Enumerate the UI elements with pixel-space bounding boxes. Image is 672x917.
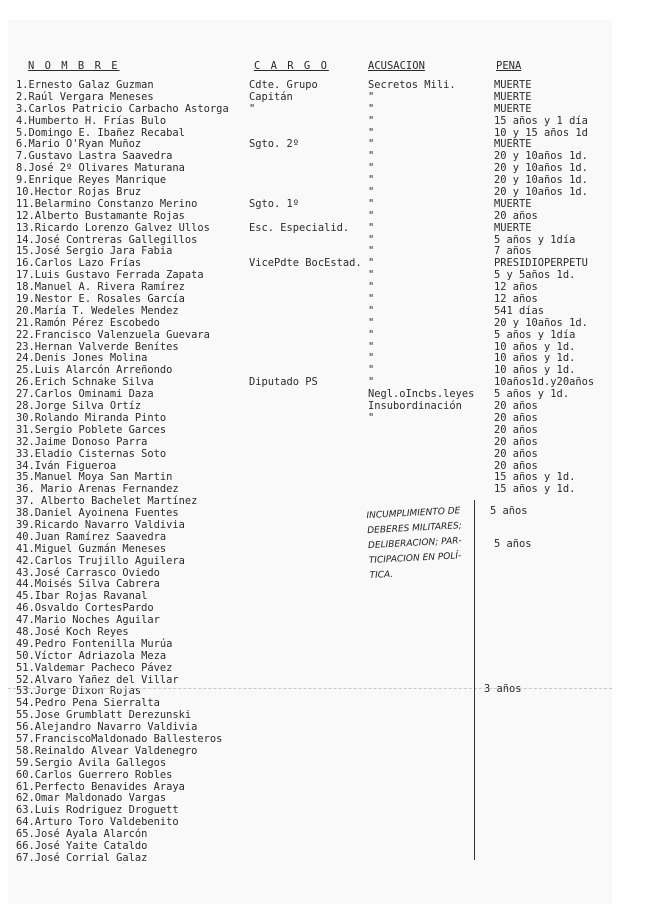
defendant-name: 32.Jaime Donoso Parra [16, 435, 148, 448]
defendant-name: 57.FranciscoMaldonado Ballesteros [16, 732, 223, 745]
defendant-name: 56.Alejandro Navarro Valdivia [16, 721, 198, 734]
defendant-name: 2.Raúl Vergara Meneses [16, 90, 154, 103]
header-acusacion: ACUSACION [368, 60, 425, 72]
defendant-name: 27.Carlos Ominami Daza [16, 388, 154, 401]
defendant-row [16, 663, 666, 675]
defendant-acusacion: " [368, 162, 375, 175]
defendant-name: 5.Domingo E. Ibañez Recabal [16, 126, 185, 139]
defendant-cargo: Diputado PS [249, 376, 318, 389]
defendant-acusacion: Negl.oIncbs.leyes [368, 388, 475, 401]
defendant-acusacion: " [368, 126, 375, 139]
defendant-name: 1.Ernesto Galaz Guzman [16, 79, 154, 91]
defendant-pena: 10 años y 1d. [494, 352, 576, 365]
defendant-acusacion: Insubordinación [368, 400, 462, 413]
defendant-acusacion: " [368, 197, 375, 210]
defendant-row [16, 318, 666, 330]
defendant-name: 4.Humberto H. Frías Bulo [16, 114, 167, 127]
defendant-name: 21.Ramón Pérez Escobedo [16, 316, 160, 329]
defendant-name: 43.José Carrasco Oviedo [16, 566, 160, 579]
defendant-name: 19.Nestor E. Rosales García [16, 293, 185, 306]
defendant-cargo: Sgto. 2º [249, 138, 300, 151]
defendant-cargo: Esc. Especialid. [249, 221, 350, 234]
defendant-name: 17.Luis Gustavo Ferrada Zapata [16, 269, 204, 282]
defendant-name: 42.Carlos Trujillo Aguilera [16, 554, 185, 567]
defendant-name: 14.José Contreras Gallegillos [16, 233, 198, 246]
defendant-name: 20.María T. Wedeles Mendez [16, 304, 179, 317]
defendant-pena: 20 años [494, 209, 538, 222]
defendant-acusacion: " [368, 293, 375, 306]
defendant-pena: 15 años y 1d. [494, 471, 576, 484]
defendant-name: 58.Reinaldo Alvear Valdenegro [16, 744, 198, 757]
defendant-pena: 5 años y 1día [494, 233, 576, 246]
defendant-name: 52.Alvaro Yañez del Villar [16, 673, 179, 686]
defendant-name: 51.Valdemar Pacheco Pávez [16, 661, 173, 674]
defendant-name: 45.Ibar Rojas Ravanal [16, 590, 148, 603]
pena-note-1: 5 años [490, 505, 528, 517]
defendant-pena: 10años1d.y20años [494, 376, 595, 389]
defendant-row [16, 639, 666, 651]
defendant-pena: 12 años [494, 281, 538, 294]
defendant-acusacion: " [368, 340, 375, 353]
defendant-pena: 20 y 10años 1d. [494, 174, 588, 187]
defendant-pena: 5 y 5años 1d. [494, 269, 576, 282]
defendant-row [16, 556, 666, 568]
defendant-row [16, 758, 666, 770]
defendant-name: 31.Sergio Poblete Garces [16, 423, 167, 436]
defendant-name: 44.Moisés Silva Cabrera [16, 578, 160, 591]
defendant-pena: 5 años y 1día [494, 328, 576, 341]
defendant-acusacion: " [368, 150, 375, 163]
defendant-acusacion: " [368, 364, 375, 377]
defendant-acusacion: " [368, 257, 375, 270]
defendant-name: 62.Omar Maldonado Vargas [16, 792, 167, 805]
defendant-cargo: VicePdte BocEstad. [249, 257, 362, 270]
defendant-name: 37. Alberto Bachelet Martínez [16, 495, 198, 508]
defendant-pena: 20 y 10años 1d. [494, 150, 588, 163]
defendant-pena: 20 años [494, 435, 538, 448]
defendant-name: 22.Francisco Valenzuela Guevara [16, 328, 210, 341]
defendant-pena: 20 y 10años 1d. [494, 316, 588, 329]
defendant-name: 40.Juan Ramírez Saavedra [16, 530, 167, 543]
defendant-pena: 541 días [494, 304, 545, 317]
defendant-pena: PRESIDIOPERPETU [494, 257, 588, 270]
defendant-name: 10.Hector Rojas Bruz [16, 186, 142, 199]
header-nombre: N O M B R E [28, 60, 120, 72]
handwritten-accusation-note [366, 503, 488, 584]
defendant-acusacion: " [368, 316, 375, 329]
defendant-name: 66.José Yaite Cataldo [16, 840, 148, 852]
defendant-name: 13.Ricardo Lorenzo Galvez Ullos [16, 221, 210, 234]
defendant-name: 38.Daniel Ayoinena Fuentes [16, 507, 179, 520]
defendant-cargo: Cdte. Grupo [249, 79, 318, 91]
defendant-name: 28.Jorge Silva Ortíz [16, 400, 142, 413]
defendant-pena: 20 y 10años 1d. [494, 162, 588, 175]
defendant-pena: MUERTE [494, 90, 532, 103]
defendant-name: 63.Luis Rodriguez Droguett [16, 804, 179, 817]
defendant-name: 11.Belarmino Constanzo Merino [16, 197, 198, 210]
defendant-name: 35.Manuel Moya San Martin [16, 471, 173, 484]
defendant-name: 9.Enrique Reyes Manrique [16, 174, 167, 187]
defendant-name: 53.Jorge Dixon Rojas [16, 685, 142, 698]
defendant-row [16, 104, 666, 116]
defendant-pena: MUERTE [494, 102, 532, 115]
defendant-name: 8.José 2º Olivares Maturana [16, 162, 185, 175]
defendant-name: 67.José Corrial Galaz [16, 851, 148, 864]
defendant-name: 41.Miguel Guzmán Meneses [16, 542, 167, 555]
defendant-row [16, 211, 666, 223]
defendant-row [16, 223, 666, 235]
defendant-name: 65.José Ayala Alarcón [16, 828, 148, 841]
defendant-pena: 12 años [494, 293, 538, 306]
defendant-name: 16.Carlos Lazo Frías [16, 257, 142, 270]
defendant-pena: 20 años [494, 423, 538, 436]
defendant-pena: MUERTE [494, 197, 532, 210]
defendant-name: 26.Erich Schnake Silva [16, 376, 154, 389]
handwritten-line: DELIBERACION; PAR- [367, 536, 463, 552]
defendant-acusacion: " [368, 186, 375, 199]
defendant-name: 34.Iván Figueroa [16, 459, 117, 472]
defendant-name: 12.Alberto Bustamante Rojas [16, 209, 185, 222]
defendant-name: 46.Osvaldo CortesPardo [16, 602, 154, 615]
defendant-acusacion: " [368, 221, 375, 234]
defendant-name: 30.Rolando Miranda Pinto [16, 411, 167, 424]
defendant-name: 24.Denis Jones Molina [16, 352, 148, 365]
defendant-pena: 20 años [494, 411, 538, 424]
handwritten-line: TICIPACION EN POLÍ- [368, 551, 462, 567]
defendant-pena: 10 y 15 años 1d [494, 126, 588, 139]
defendant-name: 61.Perfecto Benavides Araya [16, 780, 185, 793]
defendant-name: 18.Manuel A. Rivera Ramírez [16, 281, 185, 294]
defendant-name: 49.Pedro Fontenilla Murúa [16, 637, 173, 650]
defendant-acusacion: " [368, 102, 375, 115]
defendant-acusacion: " [368, 376, 375, 389]
pena-note-2: 5 años [494, 538, 532, 550]
defendant-pena: 20 años [494, 459, 538, 472]
defendant-name: 36. Mario Arenas Fernandez [16, 483, 179, 496]
defendant-acusacion: " [368, 411, 375, 424]
defendant-row [16, 425, 666, 437]
defendant-pena: 20 años [494, 400, 538, 413]
defendant-pena: MUERTE [494, 221, 532, 234]
defendant-row [16, 770, 666, 782]
defendant-name: 7.Gustavo Lastra Saavedra [16, 150, 173, 163]
defendant-row [16, 92, 666, 104]
defendant-acusacion: " [368, 304, 375, 317]
defendant-pena: 5 años y 1d. [494, 388, 570, 401]
header-cargo: C A R G O [254, 60, 329, 72]
defendant-name: 23.Hernan Valverde Benítes [16, 340, 179, 353]
defendant-row [16, 532, 666, 544]
defendant-cargo: Capitán [249, 90, 293, 103]
defendant-acusacion: " [368, 269, 375, 282]
defendant-acusacion: " [368, 209, 375, 222]
defendant-row [16, 746, 666, 758]
defendant-row [16, 116, 666, 128]
defendant-name: 55.Jose Grumblatt Derezunski [16, 709, 192, 722]
defendant-row [16, 449, 666, 461]
defendant-acusacion: " [368, 90, 375, 103]
defendant-pena: 20 años [494, 447, 538, 460]
handwritten-line: TICA. [369, 569, 394, 582]
header-pena: PENA [496, 60, 522, 72]
defendant-name: 33.Eladio Cisternas Soto [16, 447, 167, 460]
defendant-name: 54.Pedro Pena Sierralta [16, 697, 160, 710]
defendant-cargo: Sgto. 1º [249, 197, 300, 210]
defendant-cargo: " [249, 102, 256, 115]
defendant-name: 60.Carlos Guerrero Robles [16, 768, 173, 781]
defendant-acusacion: " [368, 245, 375, 258]
defendant-acusacion: " [368, 233, 375, 246]
handwritten-line: INCUMPLIMIENTO DE [366, 506, 461, 522]
defendant-pena: 10 años y 1d. [494, 364, 576, 377]
defendant-row [16, 651, 666, 663]
defendant-name: 48.José Koch Reyes [16, 625, 129, 638]
defendant-name: 47.Mario Noches Aguilar [16, 614, 160, 627]
defendant-name: 3.Carlos Patricio Carbacho Astorga [16, 102, 229, 115]
defendant-row [16, 437, 666, 449]
defendant-acusacion: " [368, 328, 375, 341]
defendant-pena: 15 años y 1 día [494, 114, 588, 127]
defendant-row [16, 199, 666, 211]
defendant-acusacion: Secretos Mili. [368, 79, 456, 91]
defendant-acusacion: " [368, 114, 375, 127]
defendant-name: 39.Ricardo Navarro Valdivia [16, 518, 185, 531]
defendant-name: 50.Víctor Adriazola Meza [16, 649, 167, 662]
handwritten-line: DEBERES MILITARES; [367, 521, 462, 537]
defendant-pena: MUERTE [494, 79, 532, 91]
defendant-pena: 20 y 10años 1d. [494, 186, 588, 199]
defendants-list [16, 80, 666, 865]
defendant-row [16, 853, 666, 865]
defendant-row [16, 544, 666, 556]
defendant-pena: 15 años y 1d. [494, 483, 576, 496]
defendant-name: 59.Sergio Avila Gallegos [16, 756, 167, 769]
defendant-acusacion: " [368, 281, 375, 294]
defendant-name: 25.Luis Alarcón Arreñondo [16, 364, 173, 377]
defendant-name: 6.Mario O'Ryan Muñoz [16, 138, 142, 151]
defendant-acusacion: " [368, 352, 375, 365]
pena-note-3: 3 años [484, 683, 522, 695]
defendant-name: 64.Arturo Toro Valdebenito [16, 816, 179, 829]
defendant-pena: MUERTE [494, 138, 532, 151]
defendant-acusacion: " [368, 138, 375, 151]
defendant-pena: 7 años [494, 245, 532, 258]
defendant-acusacion: " [368, 174, 375, 187]
defendant-row [16, 330, 666, 342]
defendant-name: 15.José Sergio Jara Fabia [16, 245, 173, 258]
defendant-pena: 10 años y 1d. [494, 340, 576, 353]
